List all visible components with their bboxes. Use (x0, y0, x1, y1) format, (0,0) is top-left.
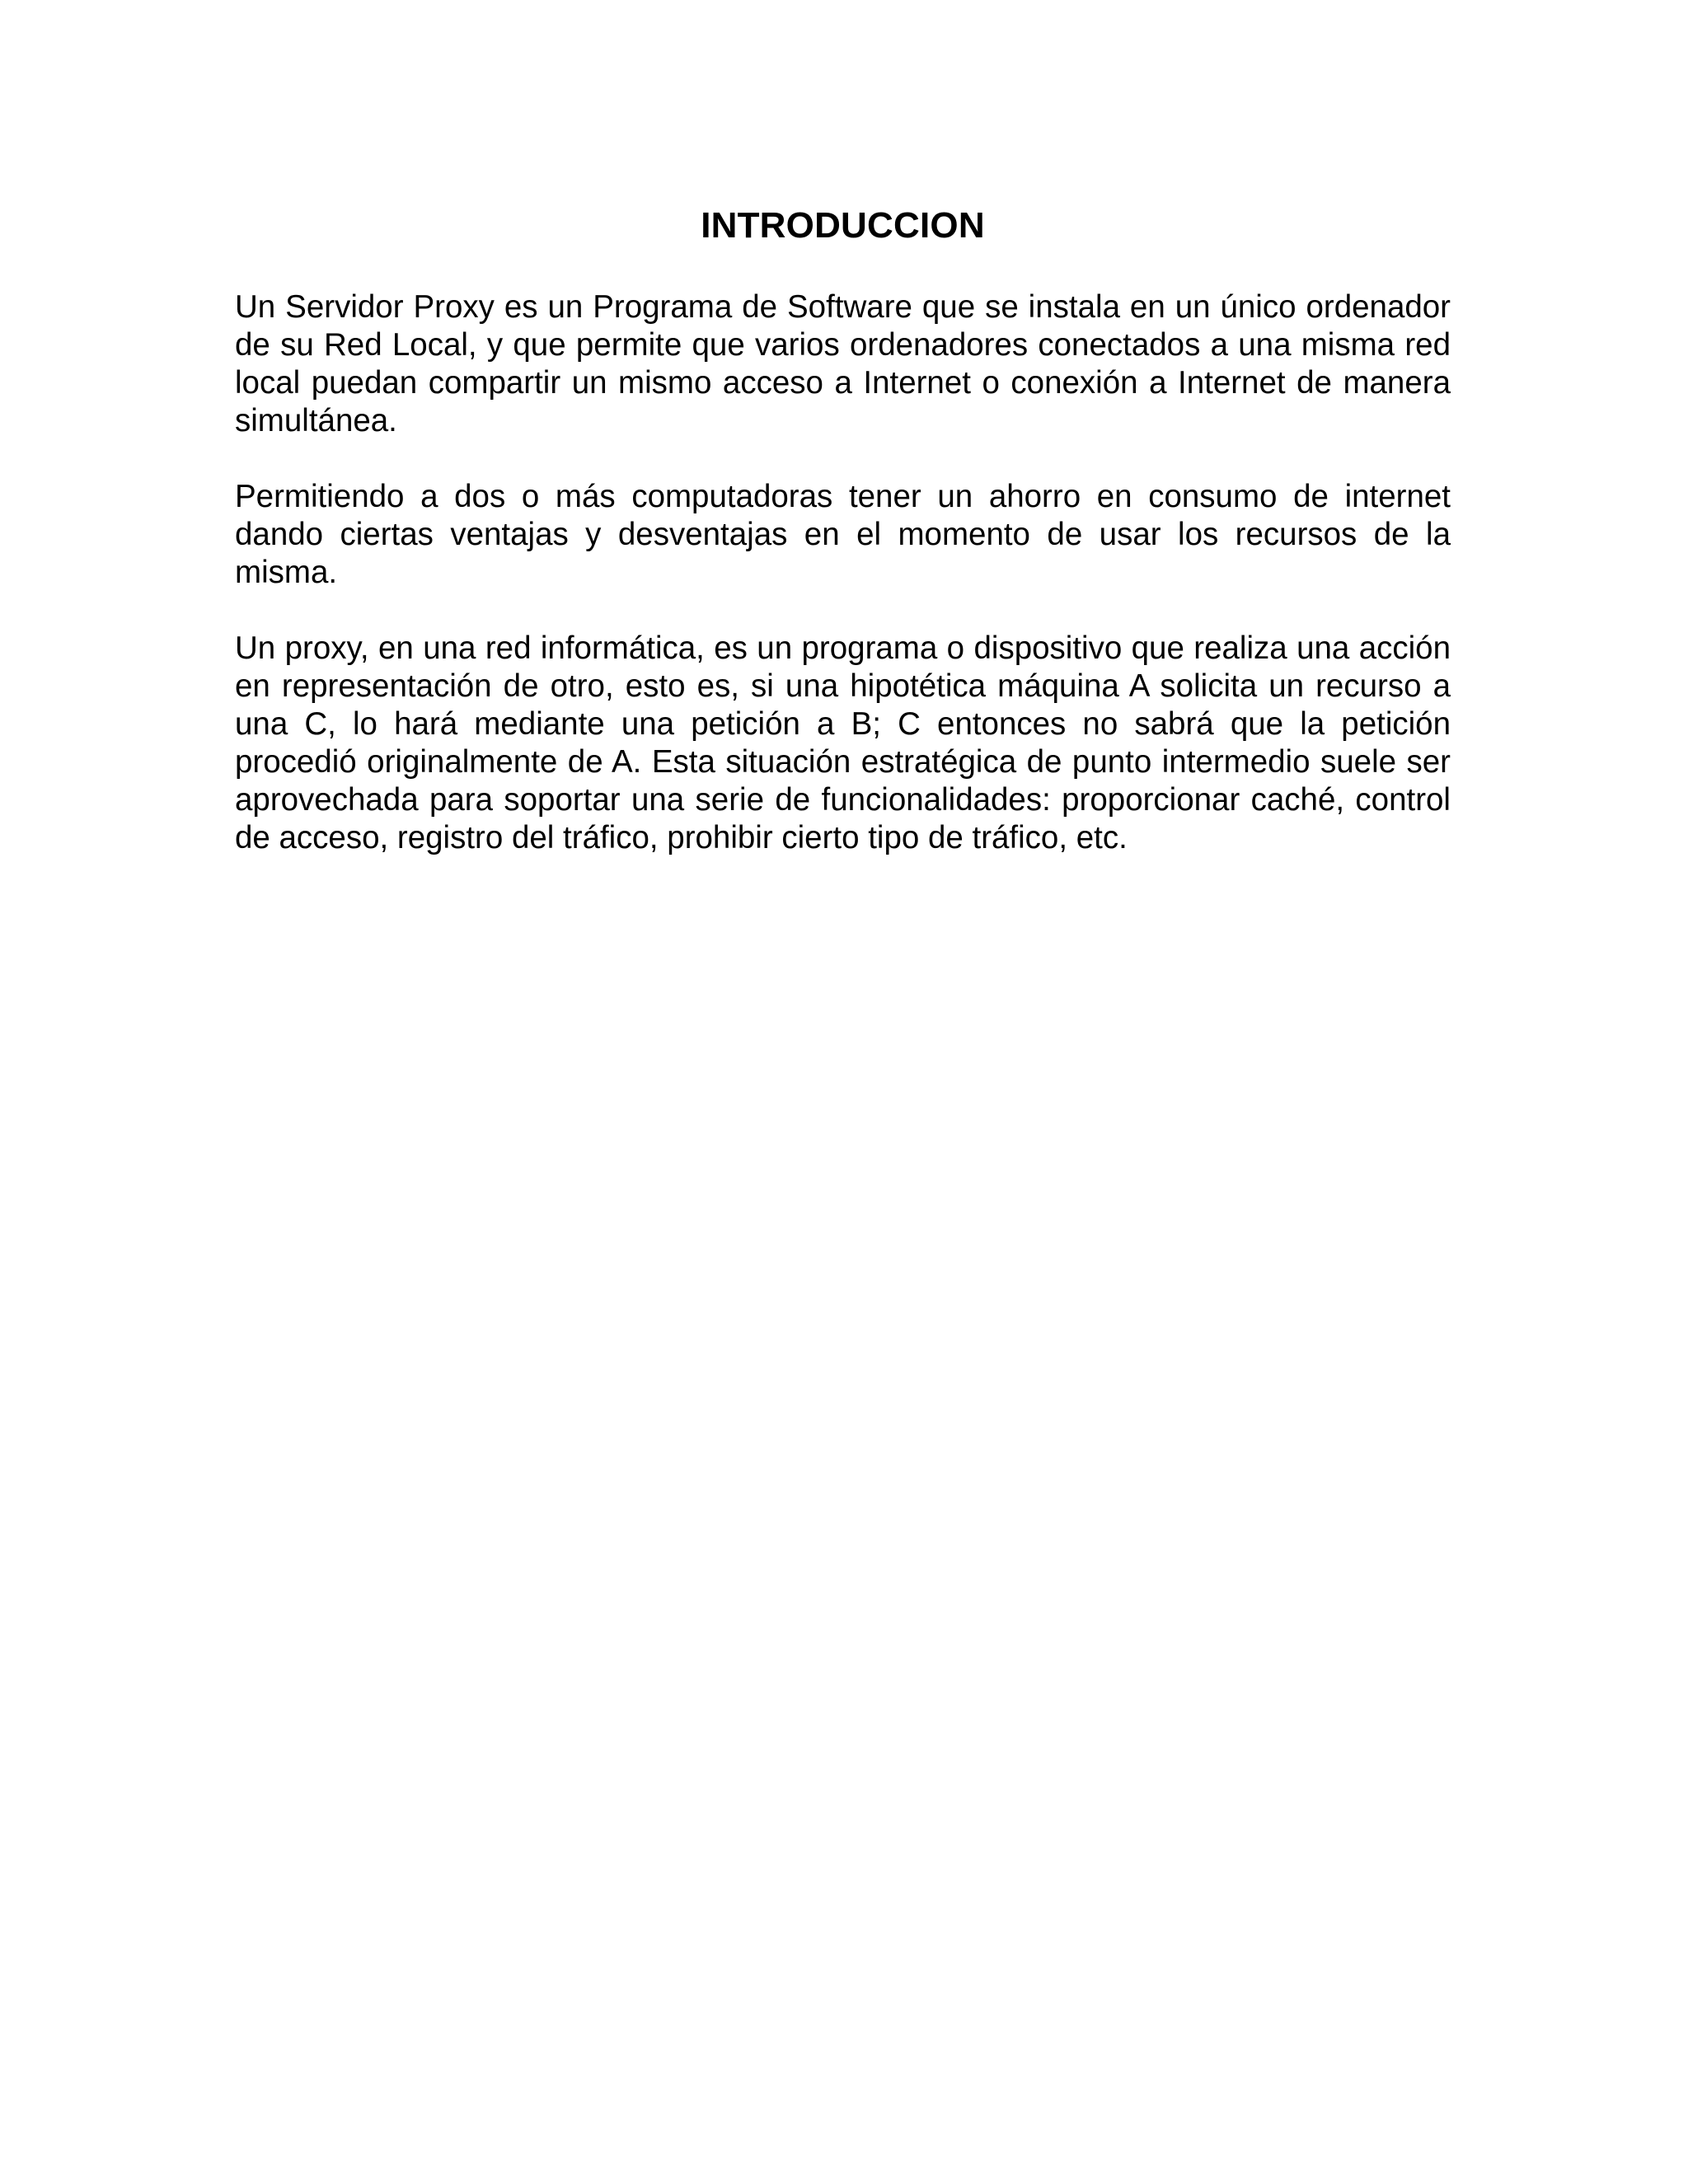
document-body (235, 201, 1451, 895)
paragraph-2: Permitiendo a dos o más computadoras tener un ahorro en consumo de internet dando ciertas ventajas y desventajas en el momento de usar los recursos de la misma. (235, 479, 1451, 590)
paragraph-3: Un proxy, en una red informática, es un programa o dispositivo que realiza una acción en representación de otro, esto es, si una hipotética máquina A solicita un recurso a una C, lo hará mediante una petición a B; C entonces no sabrá que la petición procedió originalmente de A. Esta situación estratégica de punto intermedio suele ser aprovechada para soportar una serie de funcionalidades: proporcionar caché, control de acceso, registro del tráfico, prohibir cierto tipo de tráfico, etc. (235, 630, 1451, 855)
document-title: INTRODUCCION (701, 205, 985, 246)
paragraph-1: Un Servidor Proxy es un Programa de Software que se instala en un único ordenador de su Red Local, y que permite que varios ordenadores conectados a una misma red local puedan compartir un mismo acceso a Internet o conexión a Internet de manera simultánea. (235, 289, 1451, 438)
